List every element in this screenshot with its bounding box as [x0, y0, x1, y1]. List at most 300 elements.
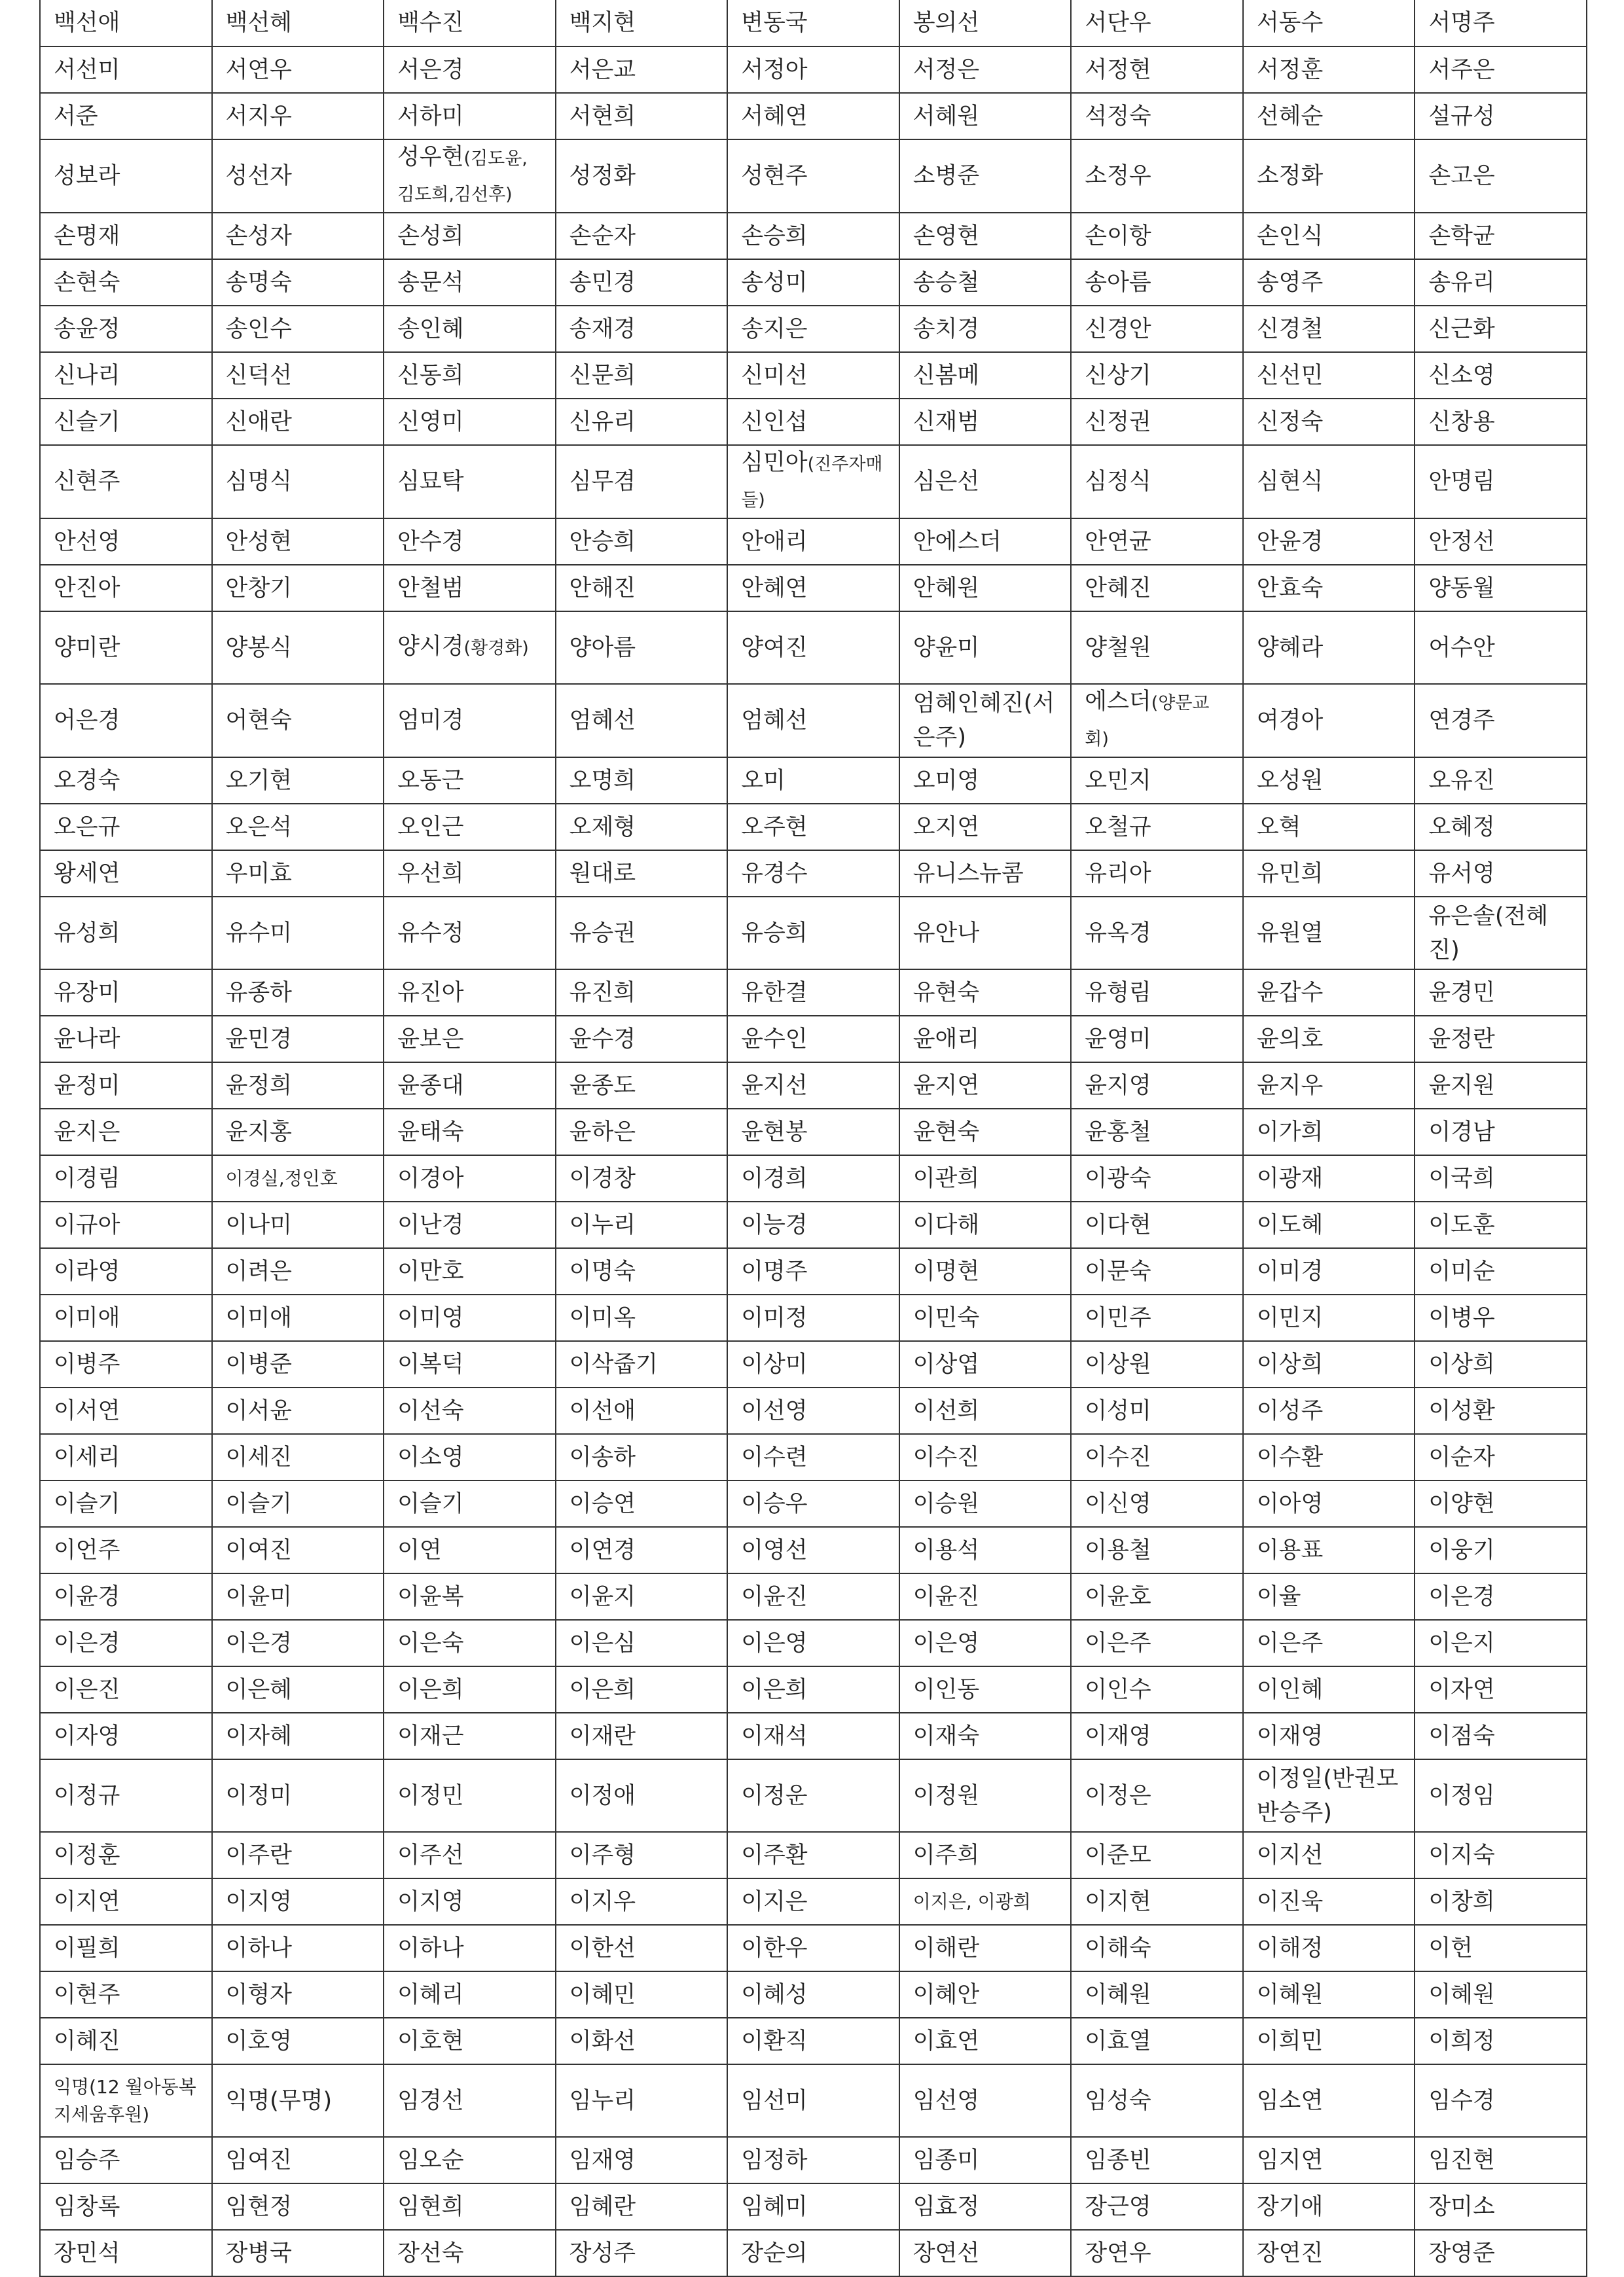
name-cell: 이주환 [727, 1832, 899, 1878]
name-cell [727, 445, 899, 518]
name-cell: 이용석 [899, 1527, 1072, 1573]
name-cell: 이선애 [556, 1388, 728, 1434]
table-row [40, 1666, 1587, 1713]
name-cell: 안효숙 [1243, 565, 1415, 611]
name-cell: 윤경민 [1415, 969, 1587, 1016]
name-cell: 유현숙 [899, 969, 1072, 1016]
name-cell: 윤홍철 [1071, 1109, 1243, 1155]
name-cell: 양혜라 [1243, 611, 1415, 684]
name-cell: 임수경 [1415, 2064, 1587, 2137]
name-cell: 이승원 [899, 1480, 1072, 1527]
name-cell: 손성희 [384, 213, 556, 259]
name-cell: 이미애 [212, 1295, 384, 1341]
name-cell: 손학균 [1415, 213, 1587, 259]
name-cell: 유진희 [556, 969, 728, 1016]
name-cell: 오미영 [899, 757, 1072, 804]
name-cell: 이혜원 [1243, 1971, 1415, 2018]
table-row [40, 757, 1587, 804]
name-cell: 이승우 [727, 1480, 899, 1527]
name-cell: 이지은, 이광희 [899, 1878, 1072, 1925]
name-cell: 이신영 [1071, 1480, 1243, 1527]
table-row [40, 1620, 1587, 1666]
name-cell: 임성숙 [1071, 2064, 1243, 2137]
name-cell: 이윤호 [1071, 1573, 1243, 1620]
name-cell: 이슬기 [212, 1480, 384, 1527]
name-cell: 이양현 [1415, 1480, 1587, 1527]
name-cell: 이삭줍기 [556, 1341, 728, 1388]
table-row [40, 2018, 1587, 2064]
name-cell: 엄혜선 [727, 684, 899, 757]
table-row [40, 1527, 1587, 1573]
table-row [40, 259, 1587, 306]
table-row [40, 1971, 1587, 2018]
name-cell: 신상기 [1071, 352, 1243, 399]
name-cell: 이명주 [727, 1248, 899, 1295]
name-cell: 신유리 [556, 399, 728, 445]
name-cell: 신동희 [384, 352, 556, 399]
name-cell [1415, 897, 1587, 969]
name-cell: 어현숙 [212, 684, 384, 757]
table-row [40, 611, 1587, 684]
name-cell: 이경창 [556, 1155, 728, 1202]
name-cell: 이정규 [40, 1759, 212, 1832]
name-cell: 윤정미 [40, 1062, 212, 1109]
name-cell: 이민숙 [899, 1295, 1072, 1341]
name-cell: 석정숙 [1071, 93, 1243, 139]
name-cell: 안혜연 [727, 565, 899, 611]
name-cell: 이환직 [727, 2018, 899, 2064]
name-cell: 오동근 [384, 757, 556, 804]
name-cell: 이도훈 [1415, 1202, 1587, 1248]
name-cell: 송영주 [1243, 259, 1415, 306]
name-cell: 이연경 [556, 1527, 728, 1573]
table-row [40, 46, 1587, 93]
name-cell: 봉의선 [899, 0, 1072, 46]
name-cell: 이성환 [1415, 1388, 1587, 1434]
name-cell: 이경희 [727, 1155, 899, 1202]
name-cell: 유안나 [899, 897, 1072, 969]
name-cell [384, 611, 556, 684]
name-cell: 유니스뉴콤 [899, 850, 1072, 897]
name-cell: 양아름 [556, 611, 728, 684]
name-cell: 윤지영 [1071, 1062, 1243, 1109]
name-cell: 이누리 [556, 1202, 728, 1248]
table-row [40, 1388, 1587, 1434]
name-cell: 장근영 [1071, 2183, 1243, 2230]
table-row [40, 306, 1587, 352]
name-cell: 유형림 [1071, 969, 1243, 1016]
name-cell: 서연우 [212, 46, 384, 93]
name-cell: 윤종대 [384, 1062, 556, 1109]
name-cell: 장기애 [1243, 2183, 1415, 2230]
name-cell: 윤정희 [212, 1062, 384, 1109]
name-cell: 이윤진 [899, 1573, 1072, 1620]
name-cell: 이재석 [727, 1713, 899, 1759]
donor-name: 에스더 [1085, 689, 1151, 715]
name-cell: 윤의호 [1243, 1016, 1415, 1062]
name-cell: 이윤경 [40, 1573, 212, 1620]
name-cell: 유종하 [212, 969, 384, 1016]
name-cell: 이정원 [899, 1759, 1072, 1832]
name-cell: 이미정 [727, 1295, 899, 1341]
name-cell: 유진아 [384, 969, 556, 1016]
name-cell: 오기현 [212, 757, 384, 804]
name-cell: 안수경 [384, 518, 556, 565]
name-cell: 임정하 [727, 2137, 899, 2183]
name-cell: 이정운 [727, 1759, 899, 1832]
name-cell: 이윤진 [727, 1573, 899, 1620]
name-cell: 오유진 [1415, 757, 1587, 804]
name-cell: 이용표 [1243, 1527, 1415, 1573]
name-cell: 이경아 [384, 1155, 556, 1202]
name-cell: 임창록 [40, 2183, 212, 2230]
name-cell: 이혜진 [40, 2018, 212, 2064]
name-cell [1071, 684, 1243, 757]
name-cell: 이세리 [40, 1434, 212, 1480]
name-cell: 이희민 [1243, 2018, 1415, 2064]
name-cell: 서정현 [1071, 46, 1243, 93]
name-cell: 이여진 [212, 1527, 384, 1573]
name-cell: 장연선 [899, 2230, 1072, 2276]
name-cell: 임진현 [1415, 2137, 1587, 2183]
name-cell: 이해란 [899, 1925, 1072, 1971]
name-cell: 백지현 [556, 0, 728, 46]
name-cell: 서주은 [1415, 46, 1587, 93]
name-cell: 오철규 [1071, 804, 1243, 850]
name-cell: 이수련 [727, 1434, 899, 1480]
name-cell: 장선숙 [384, 2230, 556, 2276]
table-row [40, 2183, 1587, 2230]
name-cell: 유승권 [556, 897, 728, 969]
name-cell: 유장미 [40, 969, 212, 1016]
name-cell: 송유리 [1415, 259, 1587, 306]
name-cell: 이주형 [556, 1832, 728, 1878]
name-cell: 윤나라 [40, 1016, 212, 1062]
name-cell: 장순의 [727, 2230, 899, 2276]
name-cell: 임경선 [384, 2064, 556, 2137]
name-cell: 이선숙 [384, 1388, 556, 1434]
name-cell: 이민주 [1071, 1295, 1243, 1341]
name-cell: 이병준 [212, 1341, 384, 1388]
name-cell: 임승주 [40, 2137, 212, 2183]
name-cell: 이하나 [212, 1925, 384, 1971]
name-cell: 심묘탁 [384, 445, 556, 518]
name-cell: 송민경 [556, 259, 728, 306]
name-cell: 이수진 [899, 1434, 1072, 1480]
name-cell: 이정민 [384, 1759, 556, 1832]
name-cell: 송치경 [899, 306, 1072, 352]
name-cell: 유한결 [727, 969, 899, 1016]
name-cell: 이주선 [384, 1832, 556, 1878]
name-cell: 임효정 [899, 2183, 1072, 2230]
name-cell: 이은경 [1415, 1573, 1587, 1620]
name-cell: 유성희 [40, 897, 212, 969]
name-cell: 이병우 [1415, 1295, 1587, 1341]
name-cell: 이선희 [899, 1388, 1072, 1434]
name-cell: 신정권 [1071, 399, 1243, 445]
name-cell: 오제형 [556, 804, 728, 850]
name-cell: 심은선 [899, 445, 1072, 518]
name-cell: 임종빈 [1071, 2137, 1243, 2183]
table-row [40, 804, 1587, 850]
name-cell: 장민석 [40, 2230, 212, 2276]
name-cell: 이가희 [1243, 1109, 1415, 1155]
name-cell: 이은희 [384, 1666, 556, 1713]
table-row [40, 1155, 1587, 1202]
name-cell: 이도혜 [1243, 1202, 1415, 1248]
name-cell: 이인혜 [1243, 1666, 1415, 1713]
name-cell: 유승희 [727, 897, 899, 969]
name-cell: 임소연 [1243, 2064, 1415, 2137]
name-cell: 신미선 [727, 352, 899, 399]
name-cell: 우선희 [384, 850, 556, 897]
name-cell: 성선자 [212, 139, 384, 213]
table-row [40, 0, 1587, 46]
name-cell: 이정임 [1415, 1759, 1587, 1832]
name-cell: 손이항 [1071, 213, 1243, 259]
name-cell: 이소영 [384, 1434, 556, 1480]
name-cell: 윤수경 [556, 1016, 728, 1062]
name-cell: 신소영 [1415, 352, 1587, 399]
name-cell: 이호현 [384, 2018, 556, 2064]
name-cell: 오인근 [384, 804, 556, 850]
name-cell: 장미소 [1415, 2183, 1587, 2230]
name-cell: 양여진 [727, 611, 899, 684]
donor-name-table [39, 0, 1587, 2277]
name-cell: 이수진 [1071, 1434, 1243, 1480]
name-cell: 이재영 [1243, 1713, 1415, 1759]
donor-note: (전혜진) [1428, 903, 1549, 963]
name-cell: 신인섭 [727, 399, 899, 445]
name-cell: 오혜정 [1415, 804, 1587, 850]
name-cell: 이수환 [1243, 1434, 1415, 1480]
name-cell: 이미경 [1243, 1248, 1415, 1295]
name-cell: 서정은 [899, 46, 1072, 93]
table-row [40, 445, 1587, 518]
name-cell: 윤갑수 [1243, 969, 1415, 1016]
name-cell: 신덕선 [212, 352, 384, 399]
name-cell: 백선혜 [212, 0, 384, 46]
name-cell: 이지숙 [1415, 1832, 1587, 1878]
donor-name: 성우현 [397, 144, 464, 170]
name-cell: 임종미 [899, 2137, 1072, 2183]
name-cell: 윤하은 [556, 1109, 728, 1155]
name-cell: 오성원 [1243, 757, 1415, 804]
name-cell: 안해진 [556, 565, 728, 611]
table-row [40, 1016, 1587, 1062]
name-cell: 성정화 [556, 139, 728, 213]
name-cell: 유서영 [1415, 850, 1587, 897]
name-cell: 송성미 [727, 259, 899, 306]
name-cell: 이지영 [212, 1878, 384, 1925]
name-cell: 서동수 [1243, 0, 1415, 46]
name-cell: 이상미 [727, 1341, 899, 1388]
name-cell: 신경철 [1243, 306, 1415, 352]
name-cell: 이윤지 [556, 1573, 728, 1620]
name-cell: 이형자 [212, 1971, 384, 2018]
name-cell: 이슬기 [40, 1480, 212, 1527]
table-row [40, 2137, 1587, 2183]
name-cell: 이선영 [727, 1388, 899, 1434]
donor-note: (반권모반승주) [1256, 1765, 1399, 1826]
table-row [40, 93, 1587, 139]
name-cell: 이해숙 [1071, 1925, 1243, 1971]
name-cell: 이한선 [556, 1925, 728, 1971]
table-row [40, 1713, 1587, 1759]
name-cell: 서정아 [727, 46, 899, 93]
table-row [40, 1202, 1587, 1248]
name-cell: 이승연 [556, 1480, 728, 1527]
name-cell: 이난경 [384, 1202, 556, 1248]
name-cell: 윤영미 [1071, 1016, 1243, 1062]
name-cell: 심현식 [1243, 445, 1415, 518]
name-cell: 양미란 [40, 611, 212, 684]
name-cell: 이은경 [212, 1620, 384, 1666]
donor-name: 이정일 [1256, 1765, 1324, 1792]
name-cell: 이능경 [727, 1202, 899, 1248]
table-row [40, 1759, 1587, 1832]
name-cell: 이재숙 [899, 1713, 1072, 1759]
name-cell: 이해정 [1243, 1925, 1415, 1971]
name-cell: 이효연 [899, 2018, 1072, 2064]
name-cell: 안정선 [1415, 518, 1587, 565]
name-cell: 신영미 [384, 399, 556, 445]
table-row [40, 850, 1587, 897]
name-cell: 안철범 [384, 565, 556, 611]
name-cell: 이상희 [1415, 1341, 1587, 1388]
name-cell: 임여진 [212, 2137, 384, 2183]
name-cell: 성현주 [727, 139, 899, 213]
table-row [40, 684, 1587, 757]
donor-name: 유은솔 [1428, 903, 1495, 929]
name-cell: 여경아 [1243, 684, 1415, 757]
name-cell: 소정우 [1071, 139, 1243, 213]
name-cell: 이다현 [1071, 1202, 1243, 1248]
table-row [40, 2064, 1587, 2137]
name-cell: 윤민경 [212, 1016, 384, 1062]
name-cell: 임혜란 [556, 2183, 728, 2230]
table-row [40, 518, 1587, 565]
name-cell: 윤보은 [384, 1016, 556, 1062]
name-cell: 오지연 [899, 804, 1072, 850]
name-cell: 이창희 [1415, 1878, 1587, 1925]
name-cell: 서정훈 [1243, 46, 1415, 93]
name-cell: 이은주 [1243, 1620, 1415, 1666]
name-cell: 엄혜선 [556, 684, 728, 757]
name-cell: 장성주 [556, 2230, 728, 2276]
name-cell: 소병준 [899, 139, 1072, 213]
donor-note: (진주자매들) [741, 454, 883, 511]
name-cell [899, 684, 1072, 757]
name-cell: 이인수 [1071, 1666, 1243, 1713]
name-cell: 이문숙 [1071, 1248, 1243, 1295]
name-cell: 왕세연 [40, 850, 212, 897]
table-row [40, 352, 1587, 399]
name-cell: 우미효 [212, 850, 384, 897]
name-cell: 양철원 [1071, 611, 1243, 684]
name-cell: 윤종도 [556, 1062, 728, 1109]
table-row [40, 565, 1587, 611]
name-cell: 이지은 [727, 1878, 899, 1925]
name-cell: 이은심 [556, 1620, 728, 1666]
name-cell: 이경실,정인호 [212, 1155, 384, 1202]
name-cell: 소정화 [1243, 139, 1415, 213]
table-row [40, 1925, 1587, 1971]
name-cell: 서혜연 [727, 93, 899, 139]
name-cell: 임오순 [384, 2137, 556, 2183]
name-cell: 성보라 [40, 139, 212, 213]
name-cell: 이민지 [1243, 1295, 1415, 1341]
name-cell: 장연진 [1243, 2230, 1415, 2276]
donor-note: (양문교회) [1085, 693, 1210, 749]
name-cell: 송윤정 [40, 306, 212, 352]
name-cell: 윤지은 [40, 1109, 212, 1155]
name-cell: 이서윤 [212, 1388, 384, 1434]
name-cell: 이미순 [1415, 1248, 1587, 1295]
name-cell: 유민희 [1243, 850, 1415, 897]
name-cell: 신정숙 [1243, 399, 1415, 445]
name-cell: 이지영 [384, 1878, 556, 1925]
name-cell: 이서연 [40, 1388, 212, 1434]
name-cell: 이정애 [556, 1759, 728, 1832]
name-cell: 안창기 [212, 565, 384, 611]
table-row [40, 1062, 1587, 1109]
donor-name: 양시경 [397, 634, 464, 660]
name-cell: 이재근 [384, 1713, 556, 1759]
name-cell: 유리아 [1071, 850, 1243, 897]
name-cell: 임지연 [1243, 2137, 1415, 2183]
name-cell: 이순자 [1415, 1434, 1587, 1480]
name-cell: 신슬기 [40, 399, 212, 445]
name-cell: 이헌 [1415, 1925, 1587, 1971]
donor-name-table-body [40, 0, 1587, 2276]
name-cell: 이나미 [212, 1202, 384, 1248]
name-cell: 서현희 [556, 93, 728, 139]
table-row [40, 1295, 1587, 1341]
donor-name: 엄혜인혜진 [912, 690, 1024, 717]
name-cell: 이명현 [899, 1248, 1072, 1295]
name-cell: 양윤미 [899, 611, 1072, 684]
table-row [40, 1832, 1587, 1878]
name-cell: 이윤미 [212, 1573, 384, 1620]
name-cell: 어수안 [1415, 611, 1587, 684]
name-cell: 이자영 [40, 1713, 212, 1759]
name-cell: 엄미경 [384, 684, 556, 757]
name-cell: 안애리 [727, 518, 899, 565]
name-cell: 서하미 [384, 93, 556, 139]
name-cell: 송승철 [899, 259, 1072, 306]
name-cell: 윤지홍 [212, 1109, 384, 1155]
name-cell: 송재경 [556, 306, 728, 352]
name-cell: 이만호 [384, 1248, 556, 1295]
name-cell: 이성미 [1071, 1388, 1243, 1434]
name-cell: 윤태숙 [384, 1109, 556, 1155]
name-cell: 손현숙 [40, 259, 212, 306]
table-row [40, 2230, 1587, 2276]
name-cell: 송인수 [212, 306, 384, 352]
name-cell: 송아름 [1071, 259, 1243, 306]
name-cell: 이광숙 [1071, 1155, 1243, 1202]
name-cell: 이현주 [40, 1971, 212, 2018]
name-cell: 안윤경 [1243, 518, 1415, 565]
donor-note: (김도윤,김도희,김선후) [397, 149, 528, 205]
name-cell: 이규아 [40, 1202, 212, 1248]
name-cell: 임재영 [556, 2137, 728, 2183]
name-cell: 서준 [40, 93, 212, 139]
name-cell: 이다해 [899, 1202, 1072, 1248]
name-cell: 서은교 [556, 46, 728, 93]
name-cell: 임누리 [556, 2064, 728, 2137]
